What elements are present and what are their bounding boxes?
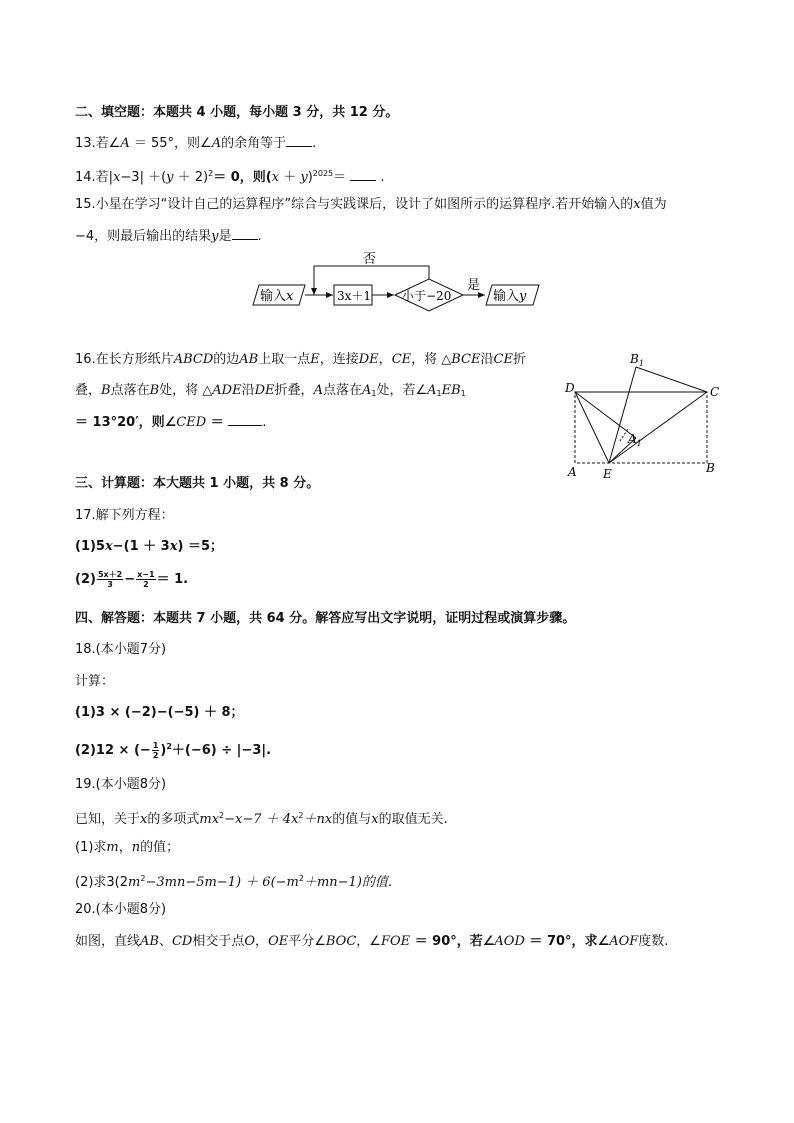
- q20-text: 如图，直线: [75, 934, 141, 949]
- q20-var: AOD: [494, 934, 525, 949]
- q16-text: 点落在: [110, 383, 150, 398]
- fraction: [152, 741, 160, 760]
- q16-var: DE: [254, 383, 275, 398]
- q19-text: 的值；: [140, 840, 180, 855]
- q20-var: OE: [268, 934, 289, 949]
- q20-var: AB: [140, 934, 159, 949]
- q16-var: ABCD: [173, 352, 214, 367]
- q14-text: −3| ＋(: [120, 170, 167, 185]
- question-14: [75, 165, 385, 187]
- question-19-title: 19.(本小题8分): [75, 777, 167, 792]
- q19-exponent: 2: [140, 874, 146, 883]
- q19-text: 的多项式: [147, 812, 200, 827]
- q19-var: n: [131, 840, 141, 855]
- q14-text: 14.若|: [75, 170, 114, 185]
- question-16-line1: [75, 351, 526, 369]
- q19-var: x: [140, 812, 148, 827]
- q19-var: m: [128, 875, 141, 890]
- q20-text: 平分∠: [288, 934, 326, 949]
- no-label: 否: [363, 252, 377, 267]
- question-19-line1: [75, 807, 448, 829]
- q14-text: .: [376, 170, 385, 185]
- q20-text: 相交于点: [192, 934, 245, 949]
- q17-text: −(1 ＋ 3: [112, 539, 170, 554]
- q14-text: ): [307, 170, 313, 185]
- q20-var: BOC: [325, 934, 357, 949]
- q14-var: y: [166, 170, 174, 185]
- q17-var: x: [169, 539, 178, 554]
- q17-text: (1)5: [75, 539, 105, 554]
- q19-text: 已知，关于: [75, 812, 141, 827]
- q15-text: 是: [218, 229, 232, 244]
- q16-text: 16.在长方形纸片: [75, 352, 174, 367]
- q19-var: −x−7 ＋ 4x: [224, 812, 299, 827]
- q19-text: 的值与: [332, 812, 372, 827]
- q20-var: FOE: [380, 934, 411, 949]
- question-17-part2: [75, 570, 188, 589]
- segment-de: [575, 392, 609, 463]
- q16-subscript: 1: [436, 389, 442, 398]
- q20-text: 度数.: [638, 934, 669, 949]
- q19-exponent: 2: [298, 811, 304, 820]
- answer-blank[interactable]: [350, 168, 376, 181]
- segment-b1c: [636, 367, 707, 392]
- q19-var: mx: [199, 812, 220, 827]
- q15-text: 值为: [640, 197, 667, 212]
- q16-subscript: 1: [371, 389, 377, 398]
- q16-text: ＝: [206, 415, 229, 430]
- q16-var: B: [101, 383, 111, 398]
- q14-exponent: 2025: [312, 169, 334, 178]
- q15-var: x: [633, 197, 641, 212]
- label-a: A: [568, 465, 577, 479]
- q19-var: m: [106, 840, 119, 855]
- q13-var: A: [120, 136, 130, 151]
- q16-var: E: [310, 352, 320, 367]
- fraction: [97, 570, 123, 589]
- q15-text: −4，则最后输出的结果: [75, 229, 212, 244]
- answer-blank[interactable]: [228, 413, 262, 426]
- q16-text: 折: [512, 352, 526, 367]
- answer-blank[interactable]: [286, 134, 312, 147]
- question-18-part1: (1)3 × (−2)−(−5) ＋ 8；: [75, 705, 244, 720]
- q14-var: x: [271, 170, 280, 185]
- q19-text: 的取值无关.: [378, 812, 448, 827]
- q16-var: BCE: [451, 352, 481, 367]
- q20-text: ，∠: [356, 934, 381, 949]
- q18-exponent: 2: [166, 742, 172, 751]
- q16-var: B: [451, 383, 461, 398]
- question-18-label: 计算：: [75, 674, 115, 689]
- q14-text: ＝ 0，则(: [213, 170, 272, 185]
- q16-text: ，连接: [319, 352, 359, 367]
- q16-text: ，: [378, 352, 392, 367]
- label-c: C: [710, 385, 720, 399]
- denominator: 2: [143, 580, 149, 589]
- q14-var: y: [300, 170, 308, 185]
- question-15-line1: [75, 196, 667, 214]
- question-17-part1: [75, 538, 223, 556]
- question-18-part2: [75, 738, 271, 760]
- q13-text: ＝ 55°，则∠: [129, 136, 212, 151]
- fraction: [136, 570, 155, 589]
- q16-text: .: [262, 415, 267, 430]
- question-15-line2: [75, 227, 262, 246]
- q16-text: 处，若∠: [376, 383, 428, 398]
- question-16-line3: [75, 413, 266, 432]
- q18-text: ): [160, 743, 167, 758]
- question-13: [75, 134, 316, 153]
- q20-text: 、: [158, 934, 172, 949]
- question-16-line2: [75, 382, 466, 403]
- q20-text: ，: [255, 934, 269, 949]
- q16-var: A: [427, 383, 437, 398]
- label-d: D: [565, 381, 575, 395]
- q20-var: CD: [171, 934, 193, 949]
- q16-var: A: [313, 383, 323, 398]
- q16-text: 处，将 △: [159, 383, 213, 398]
- q16-var: A: [361, 383, 372, 398]
- q19-text: ，: [118, 840, 132, 855]
- q19-var: ＋mn−1)的值.: [303, 875, 393, 890]
- q16-text: 上取一点: [258, 352, 311, 367]
- q13-text: .: [312, 136, 317, 151]
- q13-text: 13.若∠: [75, 136, 121, 151]
- q16-var: CED: [176, 415, 207, 430]
- question-20-text: [75, 933, 668, 951]
- denominator: 3: [107, 580, 113, 589]
- q20-text: ＝ 70°，求∠: [524, 934, 610, 949]
- label-b: B: [706, 461, 715, 475]
- q17-text: ) ＝5；: [177, 539, 224, 554]
- q16-text: 折叠，: [274, 383, 314, 398]
- q15-text: 15.小星在学习“设计自己的运算程序”综合与实践课后，设计了如图所示的运算程序.若开始输入的: [75, 197, 634, 212]
- q19-var: −3mn−5m−1) ＋ 6(−m: [145, 875, 299, 890]
- numerator: 1: [152, 741, 159, 750]
- q17-text: −: [124, 572, 136, 587]
- q16-text: 的边: [213, 352, 240, 367]
- flowchart-diagram: [245, 248, 545, 318]
- q16-var: CE: [493, 352, 513, 367]
- section-calc-header: 三、计算题：本大题共 1 小题，共 8 分。: [75, 476, 320, 491]
- q13-text: 的余角等于: [221, 136, 287, 151]
- q14-exponent: 2: [208, 169, 214, 178]
- q16-subscript: 1: [460, 389, 466, 398]
- segment-ce: [609, 392, 707, 463]
- q14-text: ＋: [279, 170, 301, 185]
- numerator: x−1: [137, 570, 155, 579]
- q16-text: ＝ 13°20′，则∠: [75, 415, 177, 430]
- q16-text: 叠，: [75, 383, 102, 398]
- q20-text: ＝ 90°，若∠: [410, 934, 495, 949]
- q19-text: (1)求: [75, 840, 107, 855]
- output-label: 输入y: [493, 289, 527, 304]
- q17-text: ＝ 1.: [156, 572, 189, 587]
- q18-text: (2)12 × (−: [75, 743, 151, 758]
- section-fill-blank-header: 二、填空题：本题共 4 小题，每小题 3 分，共 12 分。: [75, 105, 399, 120]
- q15-var: y: [211, 229, 219, 244]
- answer-blank[interactable]: [232, 227, 258, 240]
- q16-var: B: [149, 383, 160, 398]
- q18-text: ＋(−6) ÷ |−3|.: [171, 743, 272, 758]
- question-18-title: 18.(本小题7分): [75, 642, 167, 657]
- numerator: 5x＋2: [97, 570, 123, 579]
- label-a1: $A_1$: [628, 432, 642, 448]
- operation-label: 3x＋1: [337, 289, 372, 303]
- label-e: E: [603, 467, 612, 480]
- yes-label: 是: [467, 278, 481, 293]
- q19-exponent: 2: [298, 874, 304, 883]
- q16-text: 沿: [241, 383, 255, 398]
- section-answer-header: 四、解答题：本题共 7 小题，共 64 分。解答应写出文字说明，证明过程或演算步骤。: [75, 611, 576, 626]
- q13-var: A: [211, 136, 222, 151]
- condition-label: 小于−20: [402, 289, 452, 303]
- rectangle-abcd: [575, 392, 707, 463]
- question-19-part1: [75, 839, 179, 857]
- q16-text: 点落在: [322, 383, 362, 398]
- q14-var: x: [113, 170, 121, 185]
- segment-eb1: [609, 367, 636, 463]
- q15-text: .: [257, 229, 262, 244]
- input-label: 输入x: [260, 289, 294, 304]
- question-19-part2: [75, 870, 392, 892]
- q16-var: DE: [358, 352, 379, 367]
- q16-var: E: [441, 383, 452, 398]
- q19-exponent: 2: [219, 811, 225, 820]
- q19-var: x: [371, 812, 379, 827]
- q20-var: AOF: [609, 934, 639, 949]
- q14-text: ＋ 2): [173, 170, 209, 185]
- q17-text: (2): [75, 572, 96, 587]
- q16-var: ADE: [212, 383, 242, 398]
- q19-text: (2)求3(2: [75, 875, 129, 890]
- q16-var: CE: [391, 352, 412, 367]
- q20-var: O: [244, 934, 256, 949]
- q14-text: ＝: [333, 170, 351, 185]
- question-20-title: 20.(本小题8分): [75, 902, 167, 917]
- label-b1: $B_1$: [630, 352, 644, 368]
- q16-var: AB: [239, 352, 259, 367]
- dashed-segment: [620, 429, 628, 441]
- denominator: 2: [152, 751, 159, 760]
- q16-text: 沿: [480, 352, 494, 367]
- q17-var: x: [104, 539, 113, 554]
- q16-text: ，将 △: [411, 352, 452, 367]
- figure-16-geometry: [560, 345, 730, 480]
- q19-var: ＋nx: [303, 812, 333, 827]
- question-17-title: 17.解下列方程：: [75, 508, 174, 523]
